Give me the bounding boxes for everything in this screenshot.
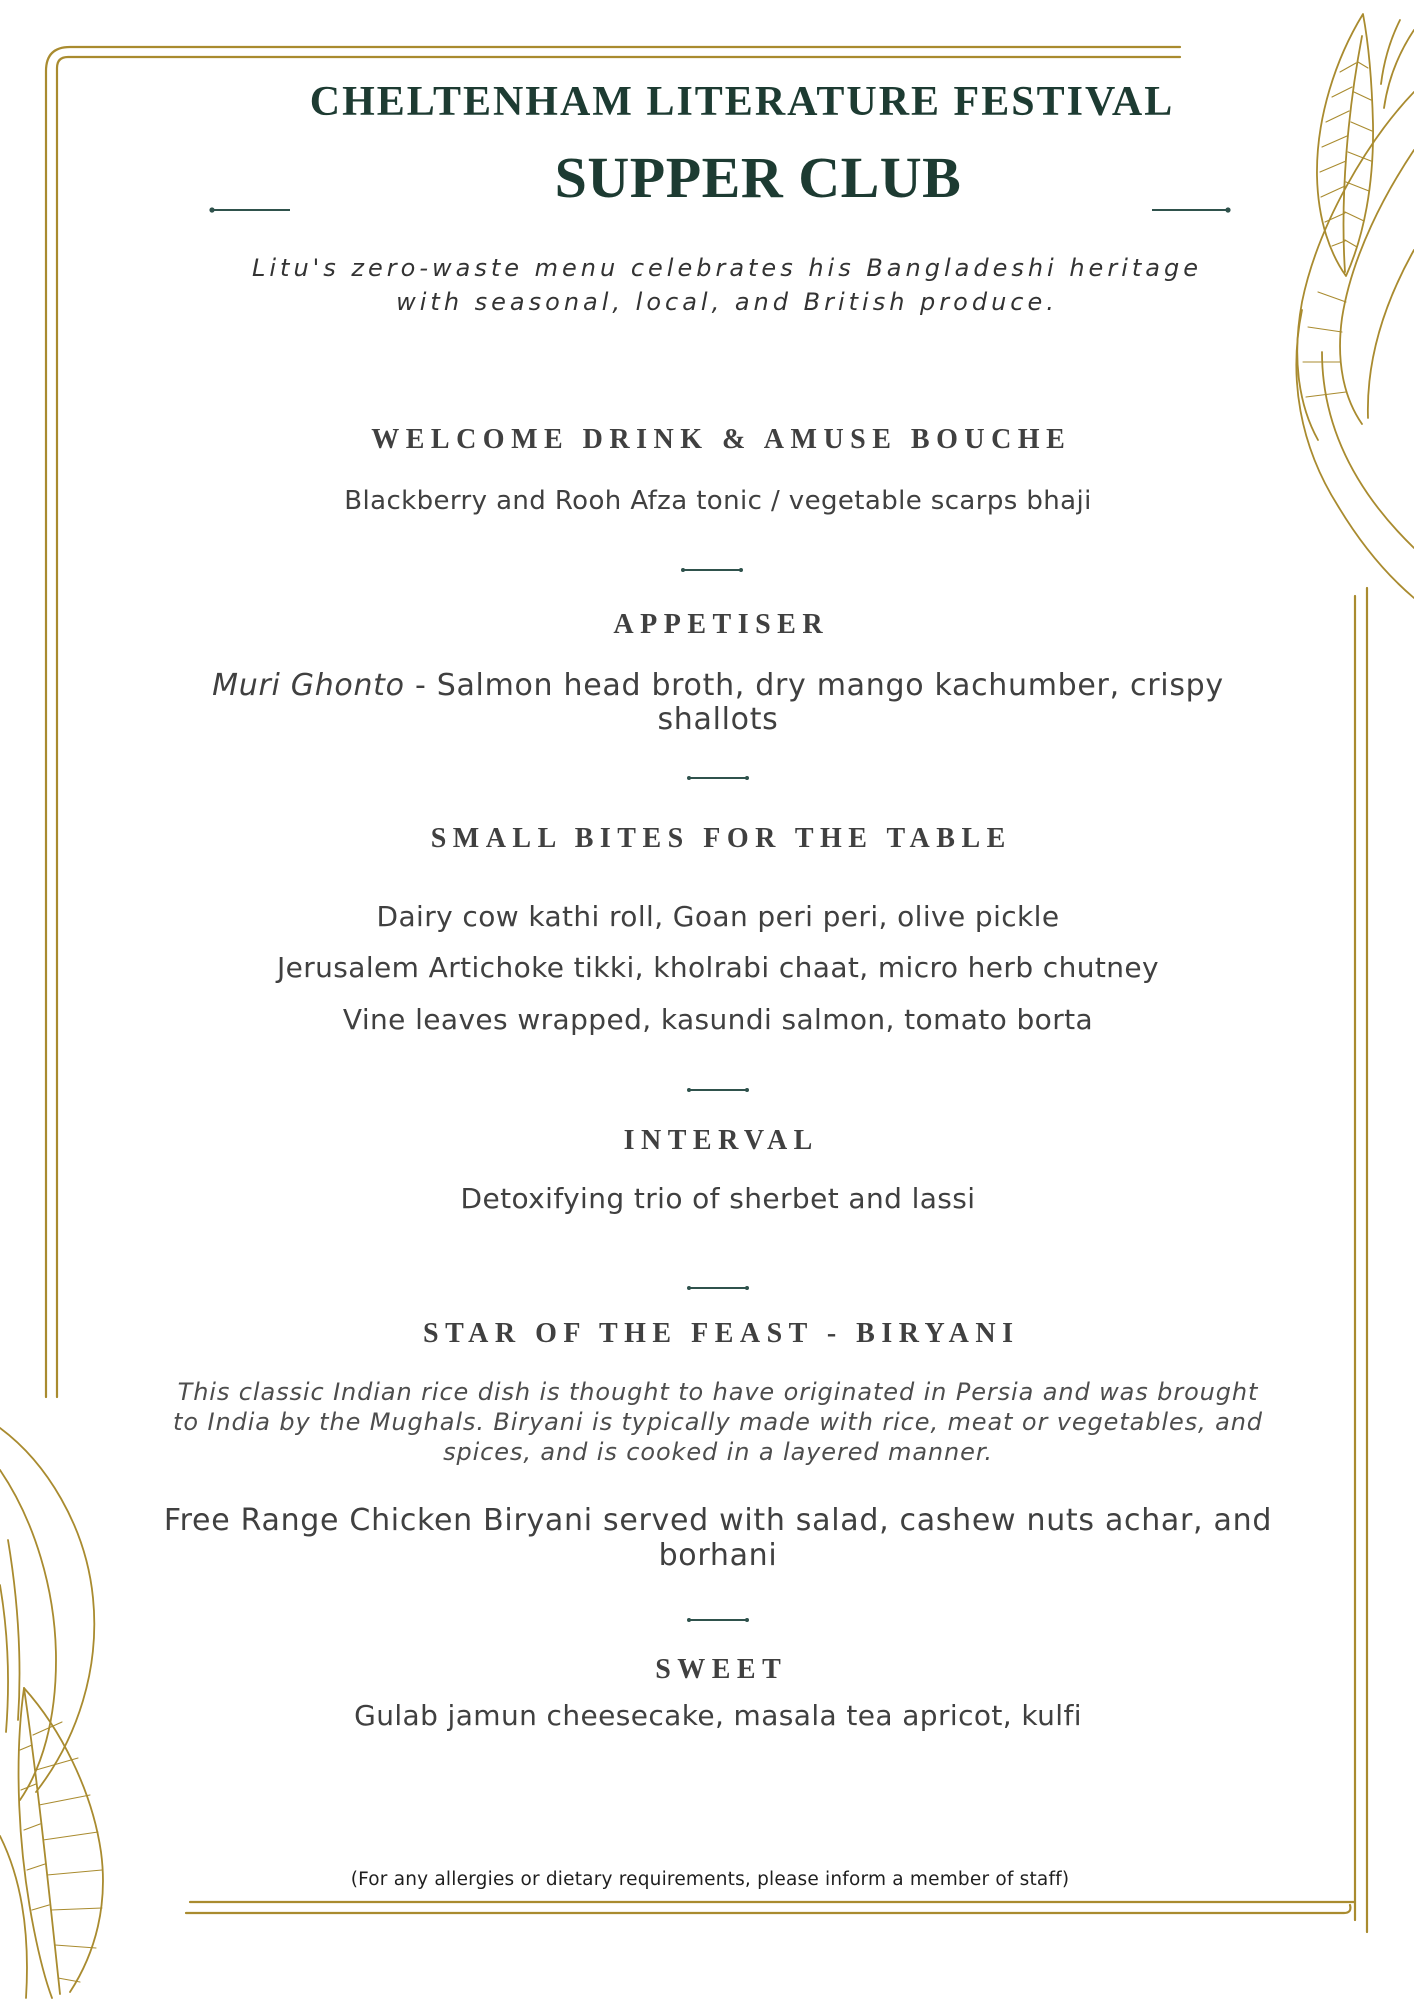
section-heading-appetiser: APPETISER [613, 609, 830, 640]
appetiser-dish-name: Muri Ghonto [212, 668, 405, 703]
section-heading-welcome: WELCOME DRINK & AMUSE BOUCHE [371, 424, 1072, 455]
section-heading-interval: INTERVAL [623, 1125, 819, 1156]
leaf-illustration-bottom-left [0, 1428, 103, 1998]
interval-item: Detoxifying trio of sherbet and lassi [460, 1182, 976, 1215]
sweet-item: Gulab jamun cheesecake, masala tea apricot, kulfi [354, 1699, 1082, 1732]
allergy-note: (For any allergies or dietary requirements, please inform a member of staff) [350, 1869, 1070, 1890]
appetiser-line-2: shallots [657, 702, 779, 737]
welcome-item: Blackberry and Rooh Afza tonic / vegetable scarps bhaji [344, 486, 1092, 516]
festival-title: CHELTENHAM LITERATURE FESTIVAL [309, 79, 1175, 125]
title-ornament-left [206, 204, 292, 216]
section-divider [686, 1282, 750, 1294]
event-title: SUPPER CLUB [554, 145, 962, 210]
small-bites-item: Jerusalem Artichoke tikki, kholrabi chaat, micro herb chutney [276, 951, 1160, 984]
biryani-description-line: to India by the Mughals. Biryani is typically made with rice, meat or vegetables, and [173, 1408, 1263, 1436]
main-item-line-1: Free Range Chicken Biryani served with salad, cashew nuts achar, and [163, 1503, 1273, 1538]
biryani-description-line: This classic Indian rice dish is thought to have originated in Persia and was brought [177, 1378, 1259, 1406]
section-divider [686, 772, 750, 784]
small-bites-item: Dairy cow kathi roll, Goan peri peri, olive pickle [376, 900, 1060, 933]
title-ornament-right [1150, 204, 1236, 216]
intro-line-1: Litu's zero-waste menu celebrates his Bangladeshi heritage [252, 254, 1202, 282]
section-divider [686, 1614, 750, 1626]
appetiser-line-1 [118, 668, 1318, 704]
biryani-description-line: spices, and is cooked in a layered manner. [443, 1438, 993, 1466]
main-item-line-2: borhani [658, 1538, 778, 1573]
section-divider [680, 564, 744, 576]
section-heading-main: STAR OF THE FEAST - BIRYANI [423, 1318, 1020, 1349]
section-heading-small-bites: SMALL BITES FOR THE TABLE [430, 823, 1012, 854]
section-heading-sweet: SWEET [655, 1654, 788, 1685]
gold-frame [46, 47, 1367, 1932]
section-divider [686, 1084, 750, 1096]
intro-line-2: with seasonal, local, and British produce. [396, 288, 1058, 316]
appetiser-description: - Salmon head broth, dry mango kachumber, crispy [414, 668, 1224, 703]
small-bites-item: Vine leaves wrapped, kasundi salmon, tomato borta [342, 1003, 1094, 1036]
